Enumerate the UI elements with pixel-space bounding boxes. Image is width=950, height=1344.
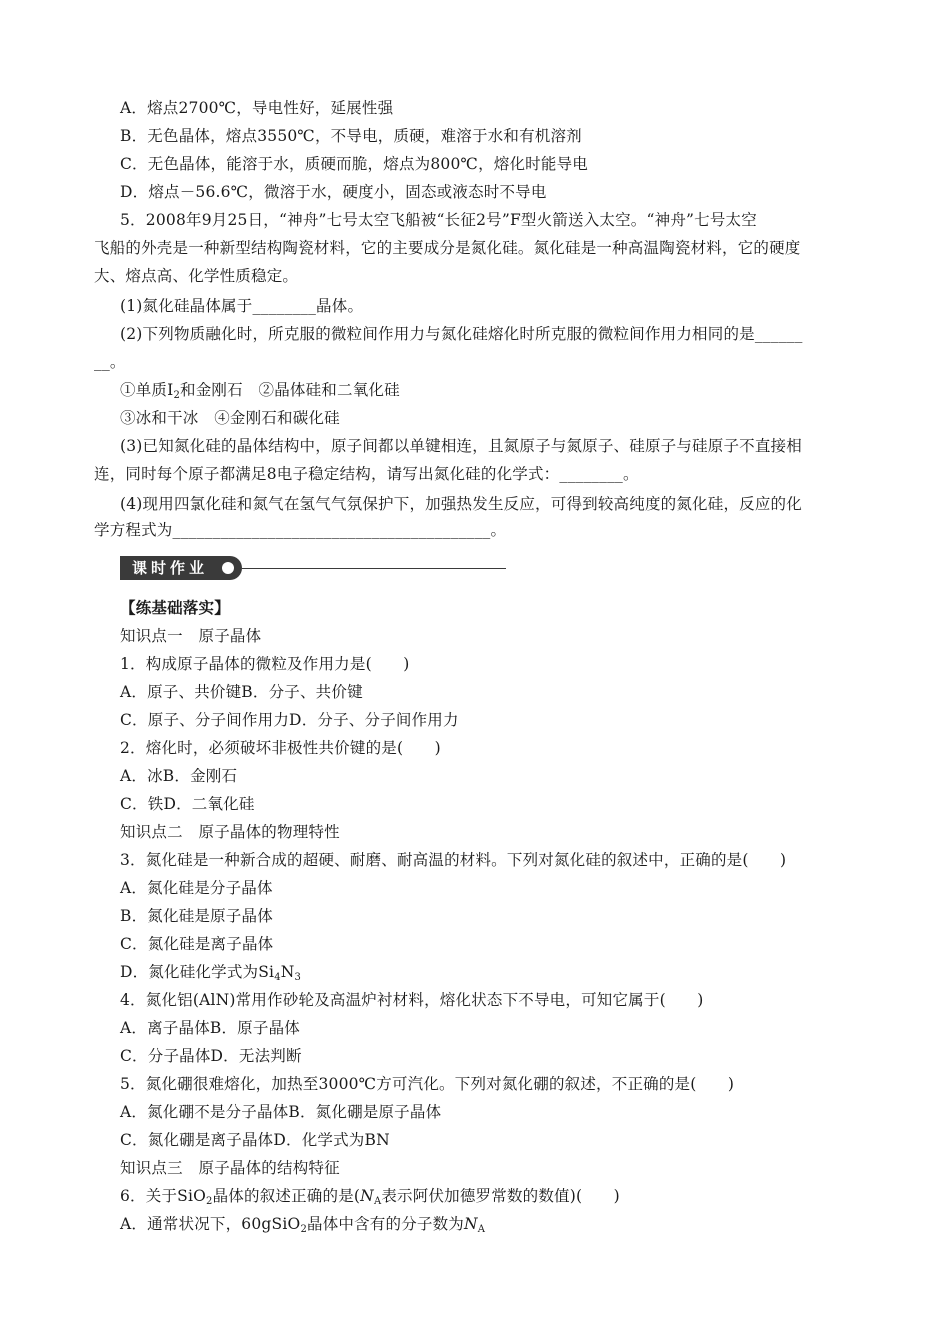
subscript: 2 [206, 1196, 213, 1207]
italic-symbol: N [464, 1215, 478, 1233]
hw-question-6 [120, 1186, 620, 1206]
question-5-line-1: 5．2008年9月25日，“神舟”七号太空飞船被“长征2号”F型火箭送入太空。“神舟”七号太空 [120, 211, 757, 229]
hw-question-2-options-ab: A．冰B．金刚石 [120, 767, 238, 785]
subscript: A [477, 1224, 486, 1235]
choice-text: ①单质I [120, 381, 174, 399]
hw-question-3-option-c: C．氮化硅是离子晶体 [120, 935, 274, 953]
hw-question-3: 3．氮化硅是一种新合成的超硬、耐磨、耐高温的材料。下列对氮化硅的叙述中，正确的是( ) [120, 851, 787, 869]
subscript: 2 [300, 1224, 307, 1235]
question-5-part-1: (1)氮化硅晶体属于________晶体。 [120, 297, 364, 315]
question-5-part-4-line-2: 学方程式为________________________________________。 [94, 521, 507, 539]
subscript: 3 [294, 972, 302, 983]
option-d: D．熔点－56.6℃，微溶于水，硬度小，固态或液态时不导电 [120, 183, 547, 201]
hw-question-3-option-b: B．氮化硅是原子晶体 [120, 907, 273, 925]
question-5-line-2: 飞船的外壳是一种新型结构陶瓷材料，它的主要成分是氮化硅。氮化硅是一种高温陶瓷材料，它的硬度 [94, 239, 801, 257]
hw-question-1-options-cd: C．原子、分子间作用力D．分子、分子间作用力 [120, 711, 459, 729]
option-text: 晶体中含有的分子数为 [307, 1215, 465, 1233]
option-a: A．熔点2700℃，导电性好，延展性强 [120, 99, 394, 117]
hw-question-3-option-a: A．氮化硅是分子晶体 [120, 879, 273, 897]
hw-question-5: 5．氮化硼很难熔化，加热至3000℃方可汽化。下列对氮化硼的叙述，不正确的是( ) [120, 1075, 735, 1093]
option-text: D．氮化硅化学式为Si [120, 963, 275, 981]
bullet-dot-icon [222, 562, 234, 574]
option-c: C．无色晶体，能溶于水，质硬而脆，熔点为800℃，熔化时能导电 [120, 155, 588, 173]
question-5-part-3-line-1: (3)已知氮化硅的晶体结构中，原子间都以单键相连，且氮原子与氮原子、硅原子与硅原子不直接相 [120, 437, 802, 455]
question-text: 6．关于SiO [120, 1187, 207, 1205]
question-5-part-3-line-2: 连，同时每个原子都满足8电子稳定结构，请写出氮化硅的化学式：________。 [94, 465, 639, 483]
hw-question-5-options-cd: C．氮化硼是离子晶体D．化学式为BN [120, 1131, 390, 1149]
question-5-part-2-line-2: __。 [94, 353, 126, 371]
banner-label: 课时作业 [132, 559, 209, 577]
question-5-part-4-line-1: (4)现用四氯化硅和氮气在氢气气氛保护下，加强热发生反应，可得到较高纯度的氮化硅，反应的化 [120, 495, 802, 513]
question-5-part-2-line-1: (2)下列物质融化时，所克服的微粒间作用力与氮化硅熔化时所克服的微粒间作用力相同的是______ [120, 325, 803, 343]
question-5-line-3: 大、熔点高、化学性质稳定。 [94, 267, 299, 285]
hw-question-1-options-ab: A．原子、共价键B．分子、共价键 [120, 683, 363, 701]
question-text: 晶体的叙述正确的是( [212, 1187, 361, 1205]
option-text: A．通常状况下，60gSiO [120, 1215, 301, 1233]
banner-tab [120, 556, 242, 580]
question-text: 表示阿伏加德罗常数的数值)( ) [381, 1187, 620, 1205]
section-banner [120, 556, 506, 580]
choice-text: 和金刚石 ②晶体硅和二氧化硅 [180, 381, 400, 399]
hw-question-1: 1．构成原子晶体的微粒及作用力是( ) [120, 655, 410, 673]
subscript: 2 [173, 390, 180, 401]
subscript: 4 [274, 972, 281, 983]
hw-question-4-options-ab: A．离子晶体B．原子晶体 [120, 1019, 300, 1037]
hw-question-5-options-ab: A．氮化硼不是分子晶体B．氮化硼是原子晶体 [120, 1103, 442, 1121]
subscript: A [373, 1196, 382, 1207]
italic-symbol: N [360, 1187, 374, 1205]
knowledge-point-2: 知识点二 原子晶体的物理特性 [120, 823, 340, 841]
hw-question-6-option-a [120, 1214, 485, 1234]
option-text: N [280, 963, 295, 981]
question-5-choices-1 [120, 380, 400, 400]
knowledge-point-1: 知识点一 原子晶体 [120, 627, 262, 645]
section-heading: 【练基础落实】 [120, 598, 230, 617]
knowledge-point-3: 知识点三 原子晶体的结构特征 [120, 1159, 340, 1177]
question-5-choices-2: ③冰和干冰 ④金刚石和碳化硅 [120, 409, 340, 427]
hw-question-3-option-d [120, 962, 301, 982]
option-b: B．无色晶体，熔点3550℃，不导电，质硬，难溶于水和有机溶剂 [120, 127, 582, 145]
hw-question-4: 4．氮化铝(AlN)常用作砂轮及高温炉衬材料，熔化状态下不导电，可知它属于( ) [120, 991, 704, 1009]
hw-question-2: 2．熔化时，必须破坏非极性共价键的是( ) [120, 739, 441, 757]
hw-question-4-options-cd: C．分子晶体D．无法判断 [120, 1047, 302, 1065]
hw-question-2-options-cd: C．铁D．二氧化硅 [120, 795, 255, 813]
banner-rule [242, 568, 506, 569]
